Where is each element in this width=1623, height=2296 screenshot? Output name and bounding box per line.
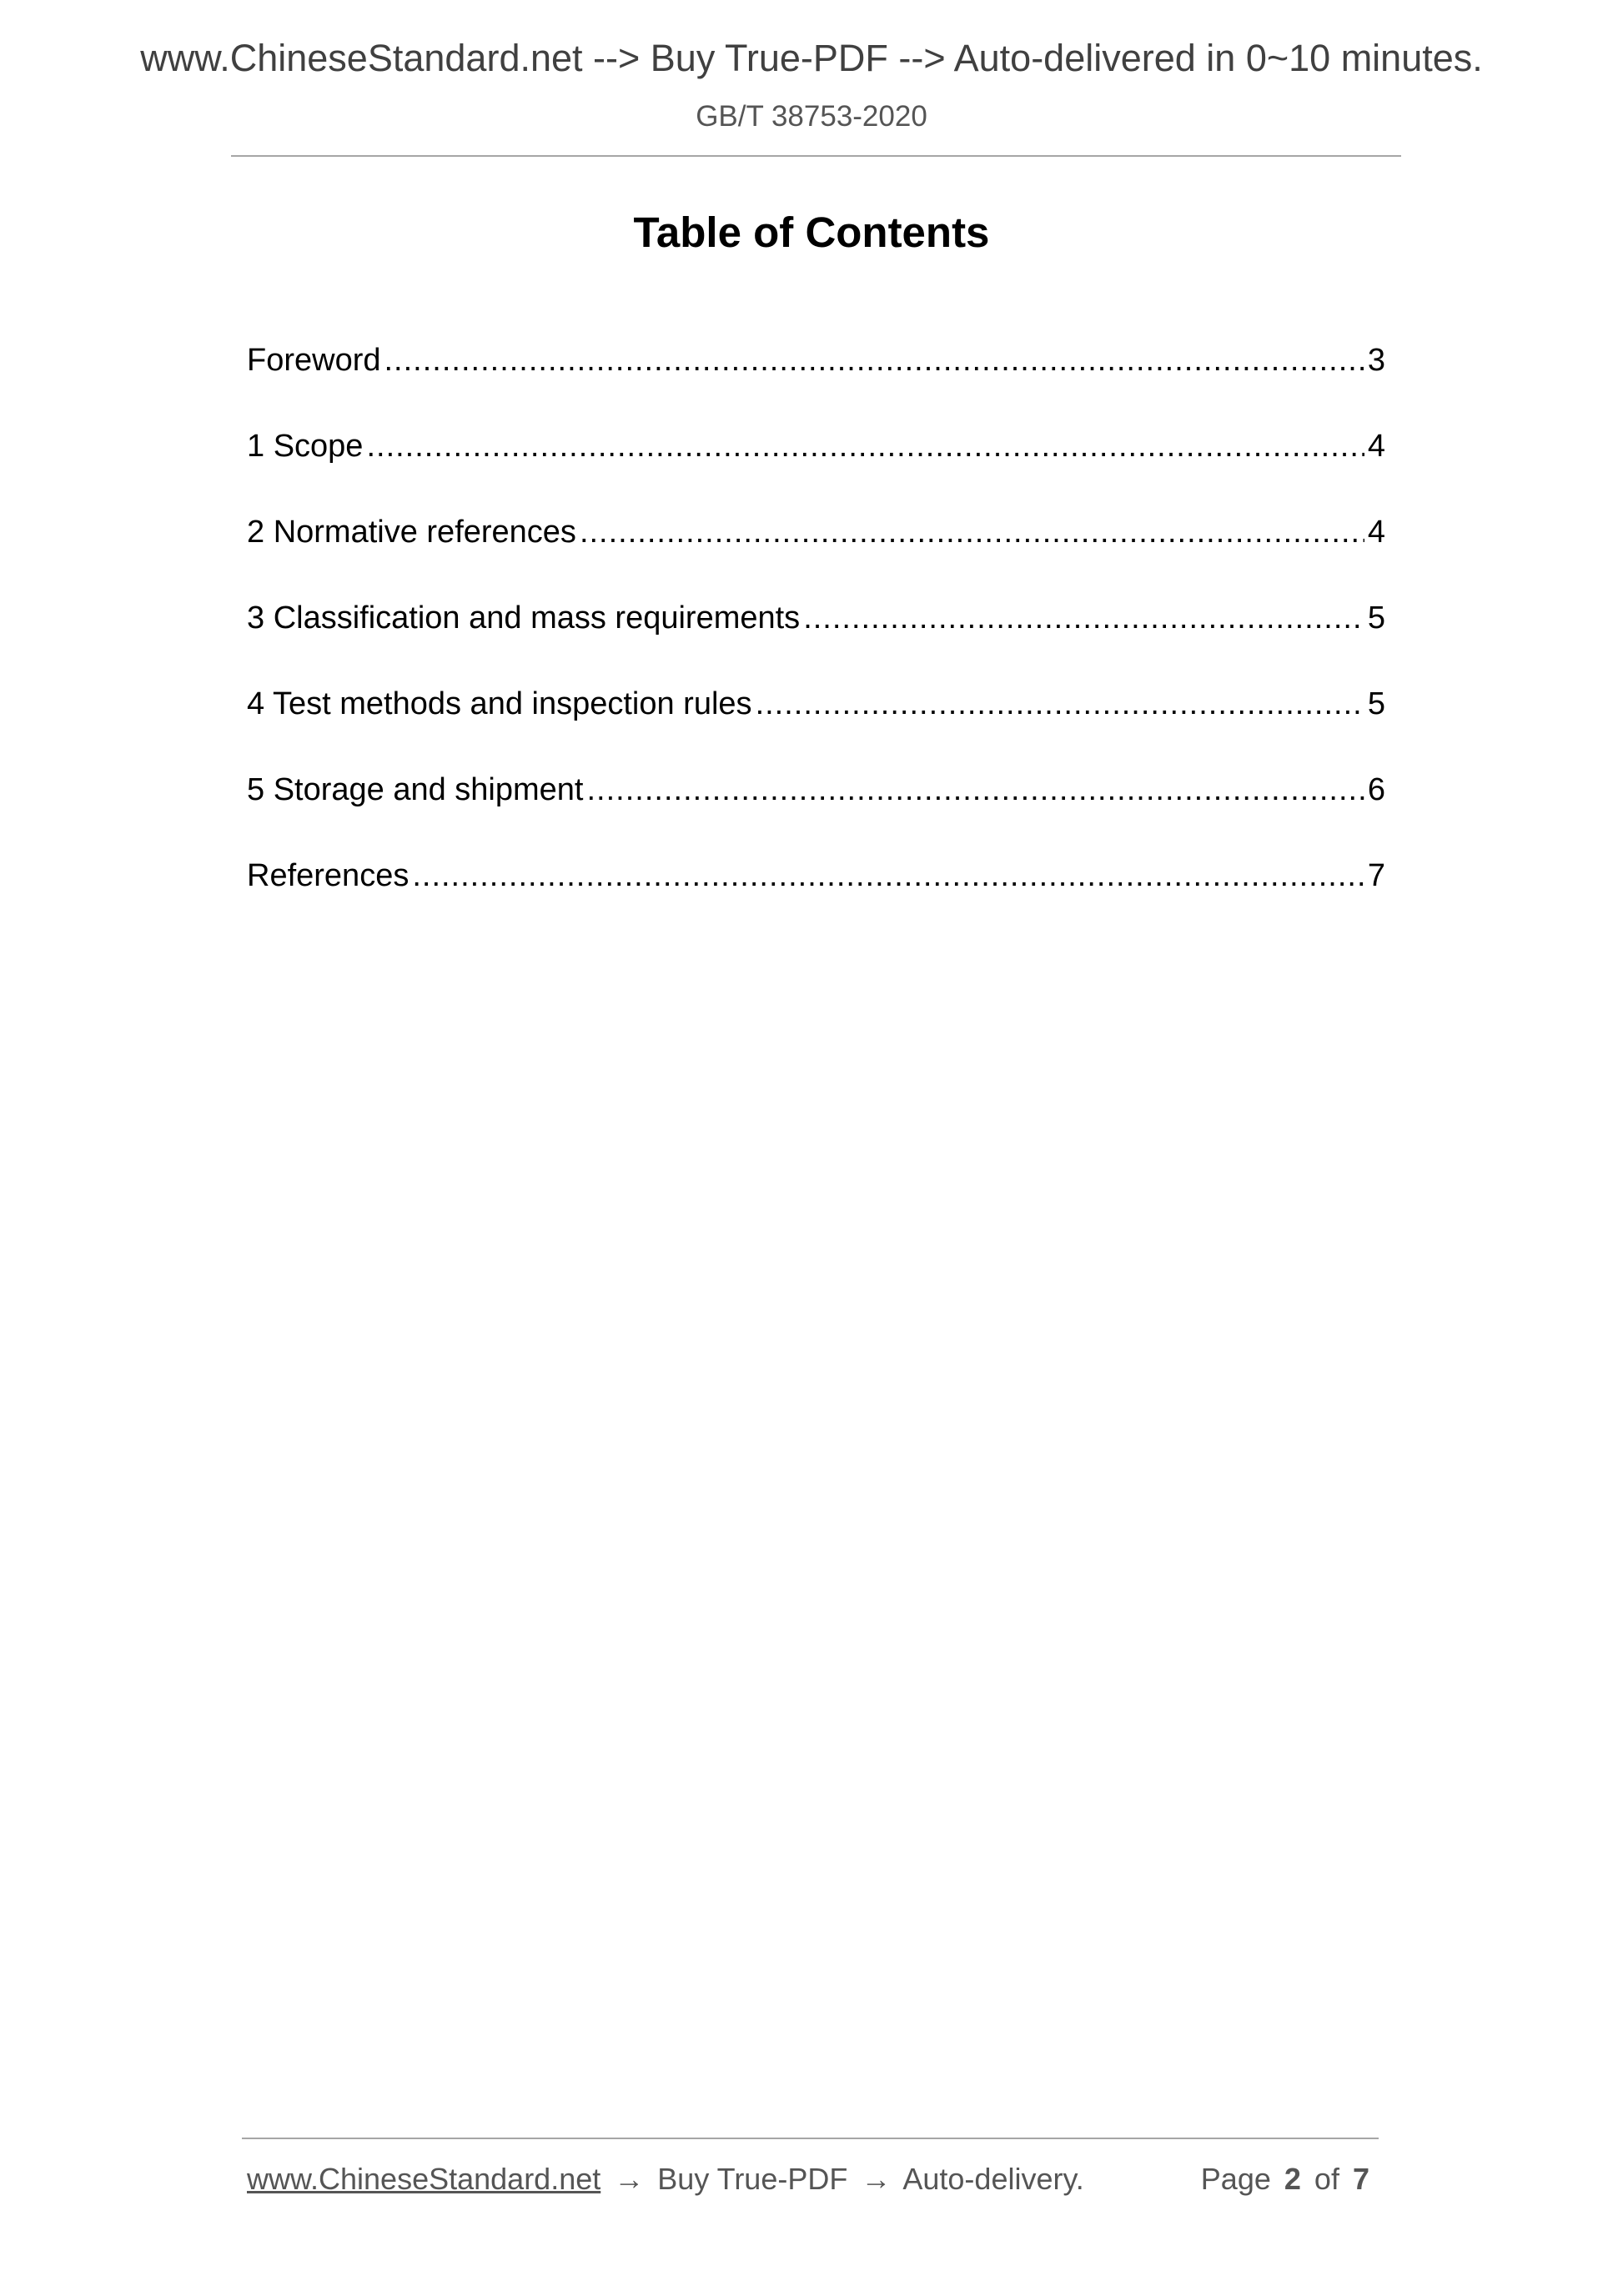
toc-entry-label: 5 Storage and shipment [247, 772, 584, 807]
toc-list [247, 339, 1385, 941]
toc-entry-page: 4 [1367, 515, 1385, 550]
of-word: of [1314, 2162, 1339, 2196]
footer-site-link[interactable]: www.ChineseStandard.net [247, 2162, 601, 2196]
toc-entry-scope[interactable] [247, 425, 1385, 511]
toc-entry-normative-references[interactable] [247, 511, 1385, 597]
dot-leader [384, 339, 1364, 381]
toc-entry-label: 4 Test methods and inspection rules [247, 686, 752, 721]
toc-entry-page: 6 [1367, 772, 1385, 807]
toc-entry-page: 5 [1367, 600, 1385, 636]
dot-leader [366, 425, 1364, 467]
toc-entry-storage[interactable] [247, 769, 1385, 855]
toc-entry-references[interactable] [247, 855, 1385, 941]
current-page-number: 2 [1284, 2162, 1301, 2196]
toc-entry-label: 3 Classification and mass requirements [247, 600, 801, 636]
dot-leader [803, 597, 1364, 639]
toc-entry-label: Foreword [247, 343, 381, 378]
page-indicator [1201, 2158, 1374, 2200]
footer-delivery-text: Auto-delivery. [902, 2162, 1084, 2196]
toc-entry-label: 1 Scope [247, 429, 364, 464]
right-arrow-icon: → [614, 2162, 645, 2196]
total-page-count: 7 [1352, 2162, 1369, 2196]
toc-entry-label: References [247, 858, 410, 893]
page-word: Page [1200, 2162, 1271, 2196]
footer-divider [242, 2138, 1379, 2139]
dot-leader [756, 683, 1364, 725]
toc-entry-test-methods[interactable] [247, 683, 1385, 769]
toc-entry-classification[interactable] [247, 597, 1385, 683]
site-banner: www.ChineseStandard.net --> Buy True-PDF --> Auto-delivered in 0~10 minutes. [140, 37, 1483, 79]
header-divider [231, 155, 1401, 157]
dot-leader [587, 769, 1364, 811]
page-footer [247, 2158, 1383, 2200]
toc-entry-label: 2 Normative references [247, 515, 576, 550]
toc-entry-foreword[interactable] [247, 339, 1385, 425]
toc-entry-page: 7 [1367, 858, 1385, 893]
document-code: GB/T 38753-2020 [696, 100, 927, 133]
dot-leader [580, 511, 1364, 553]
right-arrow-icon: → [861, 2162, 892, 2196]
dot-leader [412, 855, 1364, 897]
toc-entry-page: 3 [1367, 343, 1385, 378]
footer-buy-text: Buy True-PDF [657, 2162, 848, 2196]
toc-entry-page: 4 [1367, 429, 1385, 464]
toc-entry-page: 5 [1367, 686, 1385, 721]
page-title: Table of Contents [633, 208, 990, 256]
